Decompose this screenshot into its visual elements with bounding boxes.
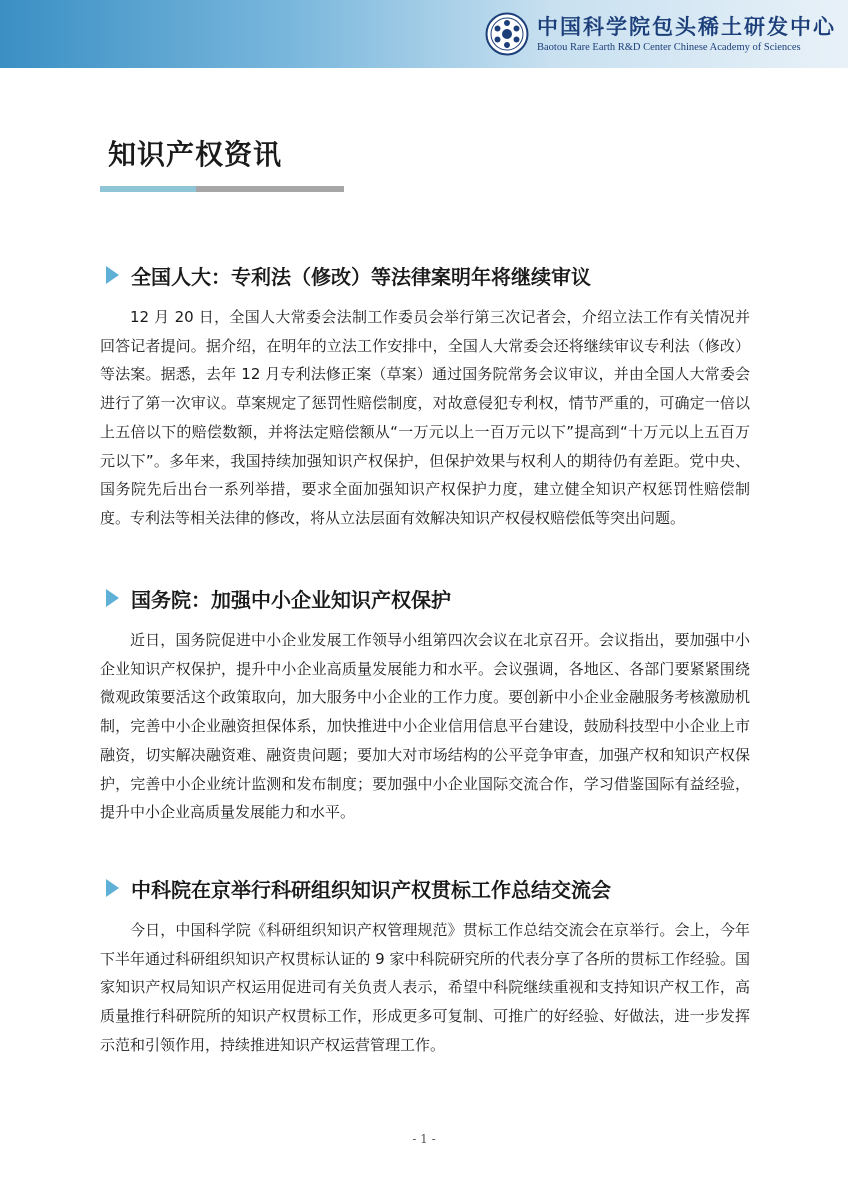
page-title: 知识产权资讯 (108, 138, 283, 171)
logo (485, 10, 836, 58)
news-section-state-council (100, 582, 750, 827)
news-section-cas (100, 872, 750, 1060)
logo-english-name: Baotou Rare Earth R&D Center Chinese Academy of Sciences (537, 41, 801, 53)
header-band (0, 0, 848, 68)
title-underline-gray (196, 186, 344, 192)
triangle-right-icon (106, 266, 119, 284)
section-heading (100, 582, 750, 614)
triangle-right-icon (106, 589, 119, 607)
section-heading (100, 259, 750, 291)
title-underline-blue (100, 186, 196, 192)
section-body: 近日，国务院促进中小企业发展工作领导小组第四次会议在北京召开。会议指出，要加强中小企业知识产权保护，提升中小企业高质量发展能力和水平。会议强调，各地区、各部门要紧紧围绕微观政策要活这个政策取向，加大服务中小企业的工作力度。要创新中小企业金融服务考核激励机制，完善中小企业融资担保体系，加快推进中小企业信用信息平台建设，鼓励科技型中小企业上市融资，切实解决融资难、融资贵问题；要加大对市场结构的公平竞争审查，加强产权和知识产权保护，完善中小企业统计监测和发布制度；要加强中小企业国际交流合作，学习借鉴国际有益经验，提升中小企业高质量发展能力和水平。 (100, 631, 750, 822)
section-heading (100, 872, 750, 904)
triangle-right-icon (106, 879, 119, 897)
section-body: 今日，中国科学院《科研组织知识产权管理规范》贯标工作总结交流会在京举行。会上，今年下半年通过科研组织知识产权贯标认证的 9 家中科院研究所的代表分享了各所的贯标工作经验。国家知识产权局知识产权运用促进司有关负责人表示，希望中科院继续重视和支持知识产权工作，高质量推行科研院所的知识产权贯标工作，形成更多可复制、可推广的好经验、好做法，进一步发挥示范和引领作用，持续推进知识产权运营管理工作。 (100, 921, 750, 1054)
cas-emblem-icon (485, 12, 529, 56)
logo-chinese-name: 中国科学院包头稀土研发中心 (537, 13, 836, 39)
page-number: - 1 - (412, 1132, 436, 1146)
section-body: 12 月 20 日，全国人大常委会法制工作委员会举行第三次记者会，介绍立法工作有关情况并回答记者提问。据介绍，在明年的立法工作安排中，全国人大常委会还将继续审议专利法（修改）等法案。据悉，去年 12 月专利法修正案（草案）通过国务院常务会议审议，并由全国人大常委会进行了第一次审议。草案规定了惩罚性赔偿制度，对故意侵犯专利权，情节严重的，可确定一倍以上五倍以下的赔偿数额，并将法定赔偿额从“一万元以上一百万元以下”提高到“十万元以上五百万元以下”。多年来，我国持续加强知识产权保护，但保护效果与权利人的期待仍有差距。党中央、国务院先后出台一系列举措，要求全面加强知识产权保护力度，建立健全知识产权惩罚性赔偿制度。专利法等相关法律的修改，将从立法层面有效解决知识产权侵权赔偿低等突出问题。 (100, 308, 750, 527)
section-title: 国务院：加强中小企业知识产权保护 (131, 587, 451, 612)
section-title: 全国人大：专利法（修改）等法律案明年将继续审议 (131, 264, 591, 289)
news-section-npc (100, 259, 750, 533)
section-title: 中科院在京举行科研组织知识产权贯标工作总结交流会 (131, 877, 611, 902)
